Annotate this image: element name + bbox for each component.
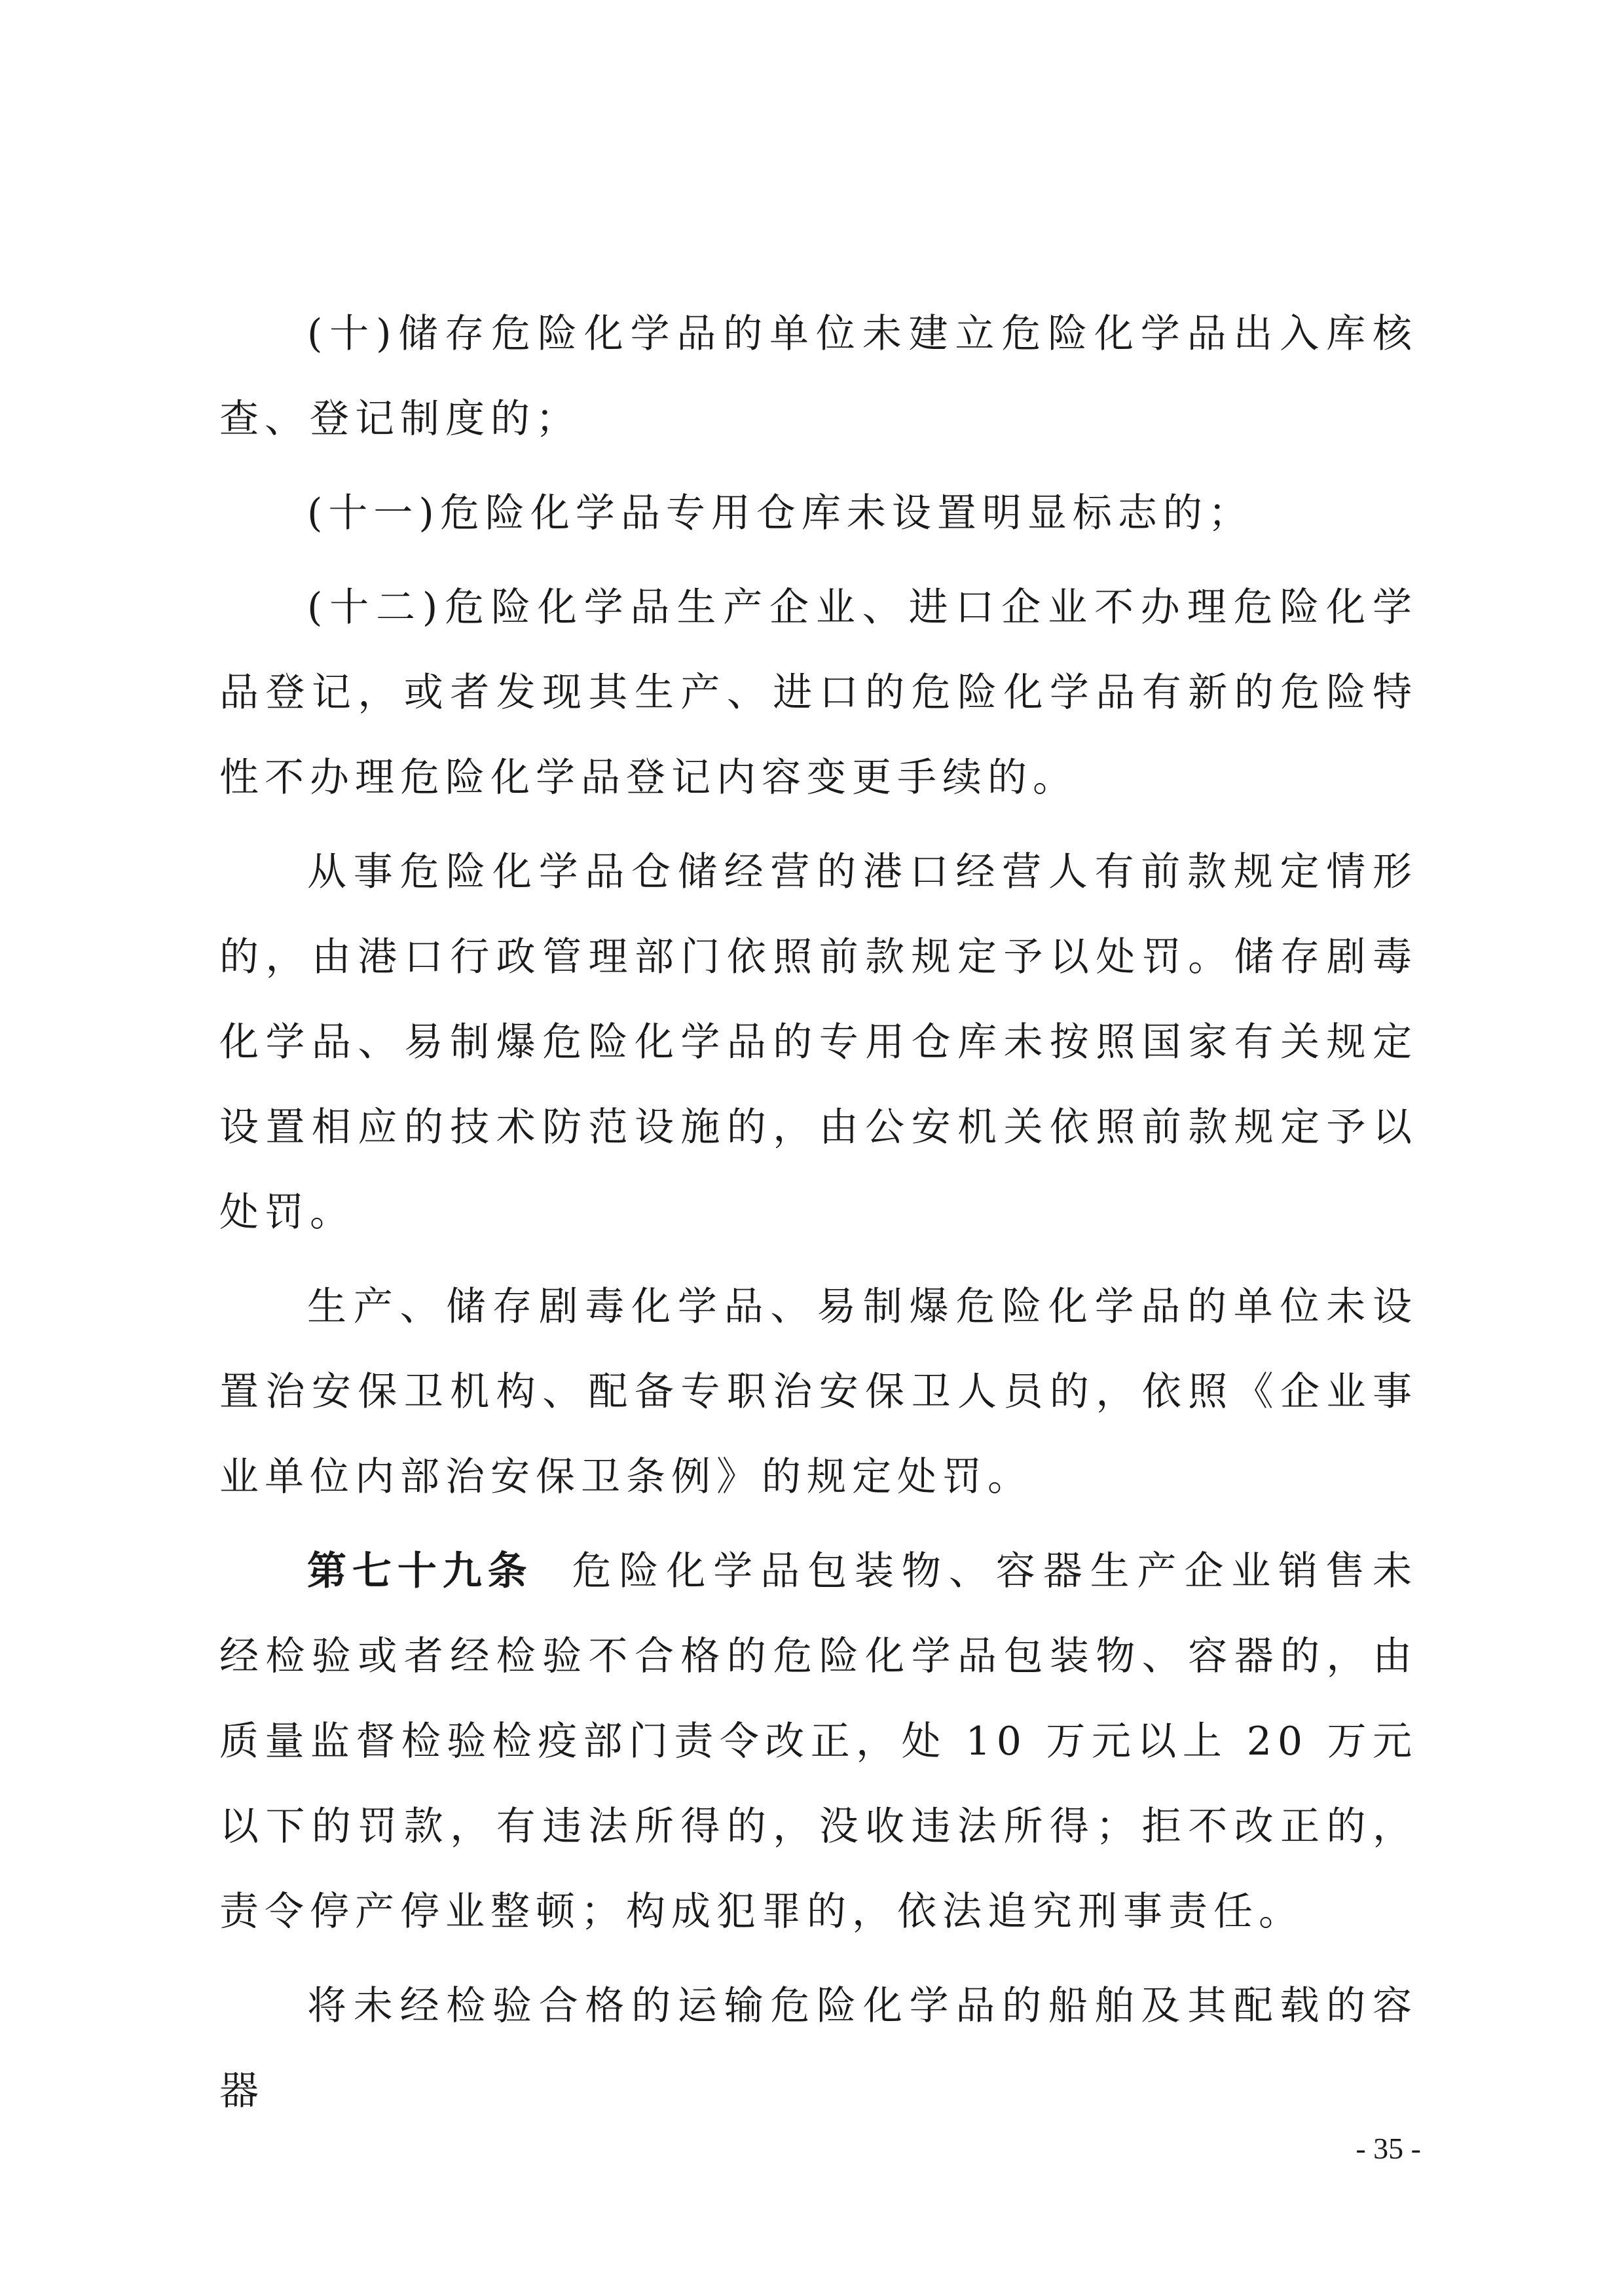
paragraph-text: 生产、储存剧毒化学品、易制爆危险化学品的单位未设置治安保卫机构、配备专职治安保卫人员的，依照《企业事业单位内部治安保卫条例》的规定处罚。 [219, 1284, 1418, 1500]
article-79 [219, 1529, 1418, 1954]
paragraph-text: 将未经检验合格的运输危险化学品的船舶及其配载的容器 [219, 1983, 1418, 2114]
paragraph-text: (十)储存危险化学品的单位未建立危险化学品出入库核查、登记制度的； [219, 311, 1418, 442]
paragraph-ships [219, 1963, 1418, 2134]
document-body [219, 291, 1418, 2143]
paragraph-security [219, 1264, 1418, 1520]
paragraph-text: (十二)危险化学品生产企业、进口企业不办理危险化学品登记，或者发现其生产、进口的危险化学品有新的危险特性不办理危险化学品登记内容变更手续的。 [219, 585, 1418, 801]
paragraph-text: 从事危险化学品仓储经营的港口经营人有前款规定情形的，由港口行政管理部门依照前款规定予以处罚。储存剧毒化学品、易制爆危险化学品的专用仓库未按照国家有关规定设置相应的技术防范设施的，由公安机关依照前款规定予以处罚。 [219, 849, 1418, 1235]
paragraph-text: 危险化学品包装物、容器生产企业销售未经检验或者经检验不合格的危险化学品包装物、容器的，由质量监督检验检疫部门责令改正，处 10 万元以上 20 万元以下的罚款，有违法所得的，没收违法所得；拒不改正的，责令停产停业整顿；构成犯罪的，依法追究刑事责任。 [219, 1548, 1418, 1935]
article-number: 第七十九条 [307, 1548, 533, 1594]
paragraph-item-11 [219, 471, 1418, 556]
paragraph-item-10 [219, 291, 1418, 462]
paragraph-port-operator [219, 829, 1418, 1255]
paragraph-text: (十一)危险化学品专用仓库未设置明显标志的； [307, 490, 1253, 536]
page-number: - 35 - [1356, 2132, 1421, 2165]
paragraph-item-12 [219, 565, 1418, 820]
